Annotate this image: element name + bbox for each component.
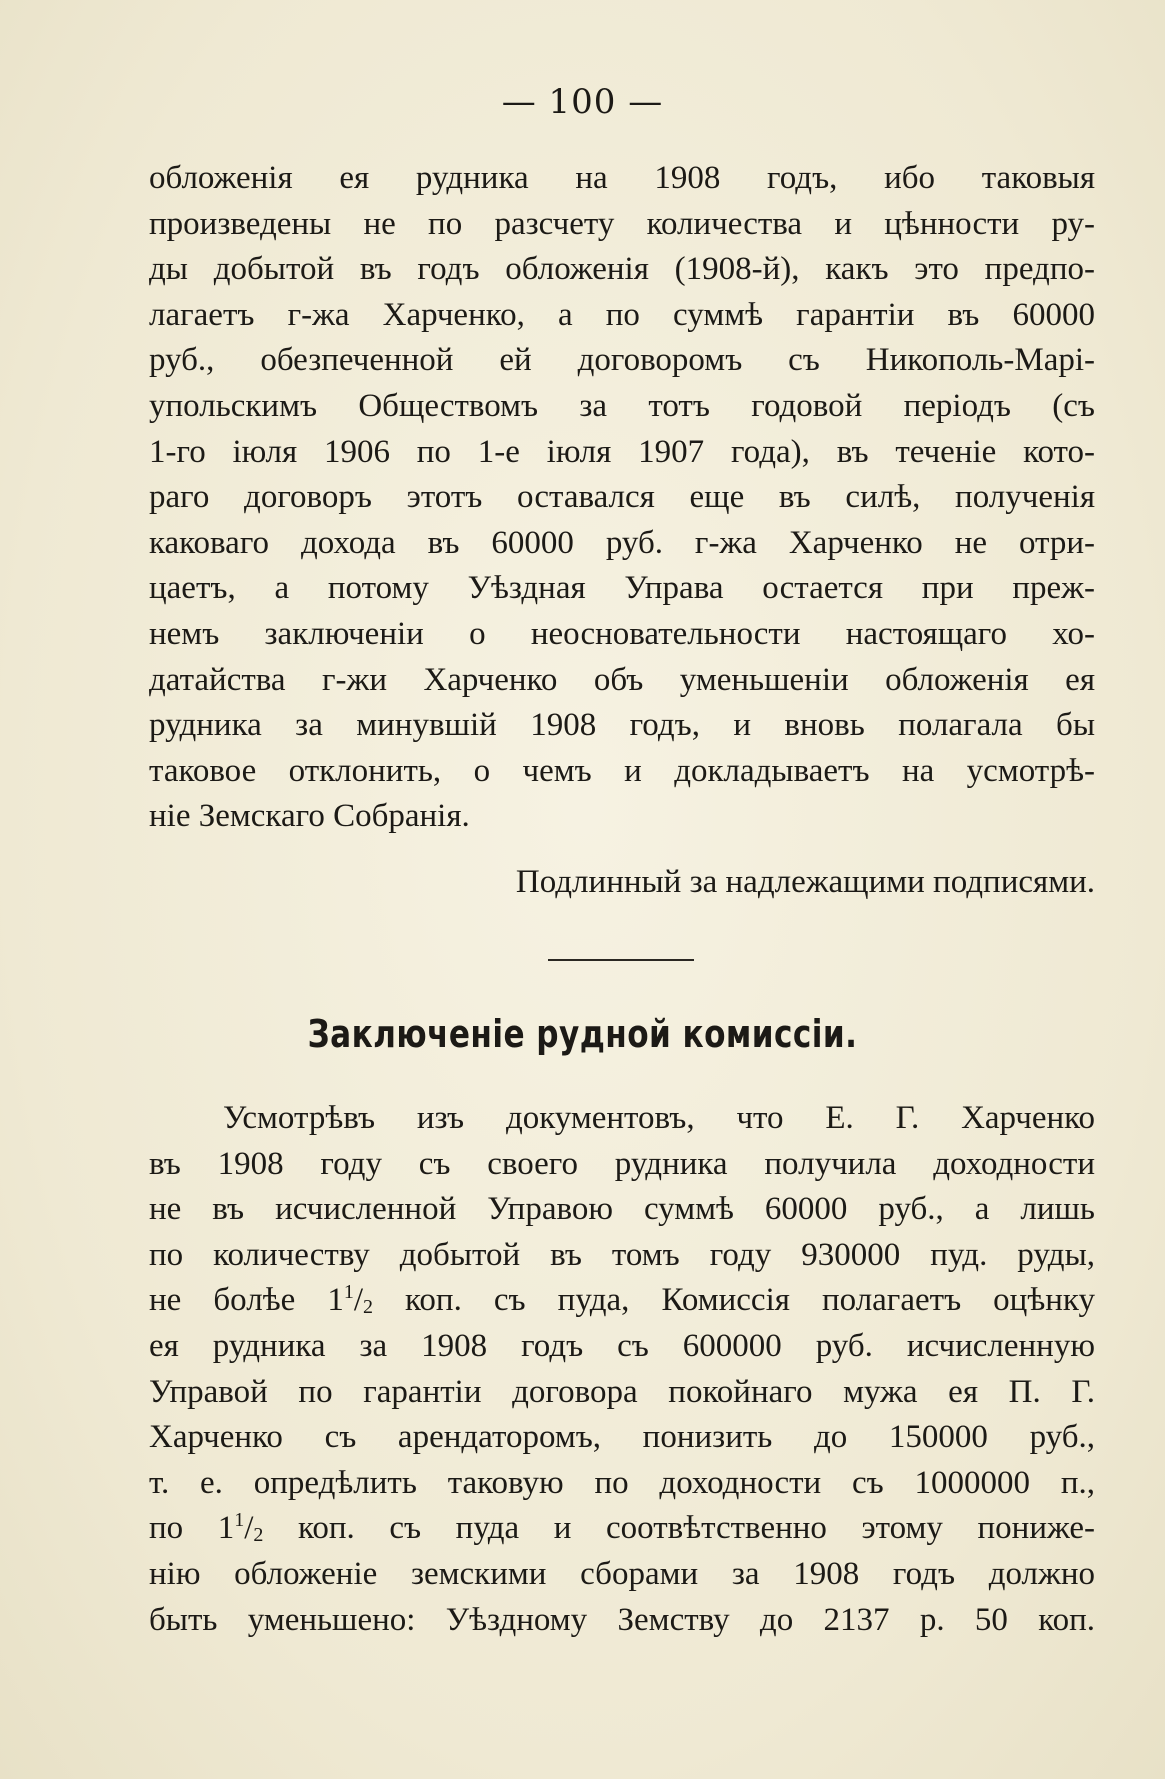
text-line: 1-го іюля 1906 по 1-е іюля 1907 года), въ теченіе кото- [149, 433, 1095, 470]
text-line: не въ исчисленной Управою суммѣ 60000 руб., а лишь [149, 1191, 1095, 1228]
text-line: руб., обезпеченной ей договоромъ съ Никополь-Марі- [149, 342, 1095, 379]
fraction-denominator: 2 [253, 1524, 264, 1547]
text-line: ды добытой въ годъ обложенія (1908-й), какъ это предпо- [149, 251, 1095, 288]
text-line: датайства г-жи Харченко объ уменьшеніи обложенія ея [149, 661, 1095, 698]
text-segment: коп. съ пуда, Комиссія полагаетъ оцѣнку [373, 1282, 1095, 1319]
text-line: Управой по гарантіи договора покойнаго мужа ея П. Г. [149, 1373, 1095, 1410]
text-line: лагаетъ г-жа Харченко, а по суммѣ гарантіи въ 60000 [149, 296, 1095, 333]
fraction-numerator: 1 [234, 1509, 245, 1532]
text-line: по количеству добытой въ томъ году 930000 пуд. руды, [149, 1236, 1095, 1273]
text-line: произведены не по разсчету количества и цѣнности ру- [149, 205, 1095, 242]
text-line: въ 1908 году съ своего рудника получила доходности [149, 1145, 1095, 1182]
text-line: т. е. опредѣлить таковую по доходности съ 1000000 п., [149, 1464, 1095, 1501]
text-line: раго договоръ этотъ оставался еще въ силѣ, полученія [149, 479, 1095, 516]
text-segment: не болѣе 1 [149, 1282, 344, 1319]
section-divider [548, 959, 694, 961]
text-line: каковаго дохода въ 60000 руб. г-жа Харченко не отри- [149, 524, 1095, 561]
text-segment: коп. съ пуда и соотвѣтственно этому пониже- [263, 1510, 1095, 1547]
text-line: упольскимъ Обществомъ за тотъ годовой періодъ (съ [149, 387, 1095, 424]
fraction-denominator: 2 [363, 1296, 373, 1319]
fraction-numerator: 1 [343, 1281, 354, 1304]
text-line: таковое отклонить, о чемъ и докладываетъ на усмотрѣ- [149, 752, 1095, 789]
text-line: Усмотрѣвъ изъ документовъ, что Е. Г. Харченко [223, 1100, 1095, 1136]
text-line: нію обложеніе земскими сборами за 1908 годъ должно [149, 1555, 1095, 1592]
paragraph-2 [149, 1096, 1095, 1643]
text-line: рудника за минувшій 1908 годъ, и вновь полагала бы [149, 707, 1095, 744]
section-heading: Заключеніе рудной комиссіи. [307, 1012, 858, 1056]
page-number: — 100 — [501, 82, 664, 122]
paragraph-1 [149, 156, 1095, 840]
text-line-with-fraction: по $1^1/_2$ коп. съ пуда и соотвѣтственно этому пониже- [149, 1509, 1095, 1547]
text-line: цаетъ, а потому Уѣздная Управа остается при преж- [149, 570, 1095, 607]
text-line: Харченко съ арендаторомъ, понизить до 150000 руб., [149, 1419, 1095, 1456]
text-line: быть уменьшено: Уѣздному Земству до 2137 р. 50 коп. [149, 1601, 1095, 1638]
text-line-with-fraction: не болѣе $1^1/_2$ коп. съ пуда, Комиссія полагаетъ оцѣнку [149, 1281, 1095, 1319]
text-line: немъ заключеніи о неосновательности настоящаго хо- [149, 615, 1095, 652]
text-line: обложенія ея рудника на 1908 годъ, ибо таковыя [149, 160, 1095, 196]
text-line: ея рудника за 1908 годъ съ 600000 руб. исчисленную [149, 1327, 1095, 1364]
signature-line: Подлинный за надлежащими подписями. [515, 864, 1095, 900]
text-segment: по 1 [149, 1510, 235, 1547]
text-line: ніе Земскаго Собранія. [149, 798, 470, 835]
